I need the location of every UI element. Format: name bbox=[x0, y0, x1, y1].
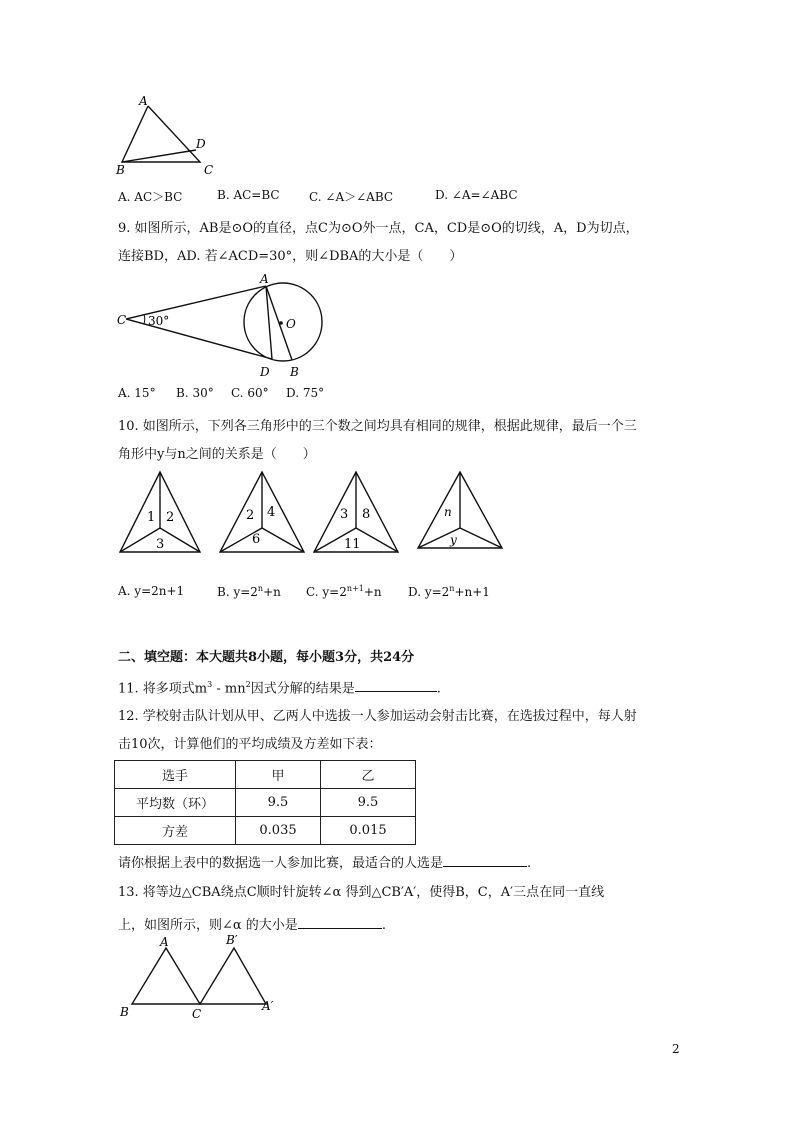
q13-answer-blank[interactable] bbox=[298, 914, 382, 929]
q10-t1-bottom: 3 bbox=[156, 537, 165, 552]
q11-mid: - mn bbox=[212, 681, 246, 697]
q13-line2-text: 上，如图所示，则∠α 的大小是 bbox=[118, 918, 298, 933]
q13-end: . bbox=[381, 918, 386, 933]
table-cell: 0.015 bbox=[321, 817, 416, 845]
q10-option-b-sup: n bbox=[257, 584, 264, 593]
q9-question-line2: 连接BD，AD. 若∠ACD=30°，则∠DBA的大小是（ ） bbox=[118, 249, 463, 264]
q10-option-d bbox=[408, 584, 490, 599]
q9-circle-o bbox=[244, 283, 322, 361]
q13-label-a: A bbox=[160, 935, 169, 949]
q10-triangle-1 bbox=[120, 472, 200, 552]
section-2-title: 二、填空题：本大题共8小题，每小题3分，共24分 bbox=[118, 650, 415, 665]
table-cell: 9.5 bbox=[236, 789, 321, 817]
q9-question-line1: 9. 如图所示，AB是⊙O的直径，点C为⊙O外一点，CA，CD是⊙O的切线，A，D为切点， bbox=[118, 221, 639, 236]
q9-option-a: A. 15° bbox=[118, 386, 156, 400]
q11-post: 因式分解的结果是 bbox=[250, 681, 355, 697]
q9-option-c: C. 60° bbox=[231, 386, 269, 400]
q10-t3-bottom: 11 bbox=[344, 537, 361, 552]
q10-t2-left: 2 bbox=[246, 508, 255, 523]
q10-option-d-sup: n bbox=[449, 584, 455, 593]
q13-question-line1: 13. 将等边△CBA绕点C顺时针旋转∠α 得到△CB′A′，使得B，C，A′三点在同一直线 bbox=[118, 885, 605, 900]
q13-label-ap: A′ bbox=[262, 999, 274, 1013]
q10-option-d-text: D. y=2 bbox=[408, 585, 450, 599]
q8-option-c: C. ∠A＞∠ABC bbox=[309, 190, 394, 204]
q12-end: . bbox=[527, 856, 532, 871]
q10-t4-right: n bbox=[444, 505, 452, 519]
q13-label-bp: B′ bbox=[226, 933, 238, 947]
q12-stats-table bbox=[114, 760, 416, 845]
q10-t2-bottom: 6 bbox=[252, 532, 261, 547]
q9-option-b: B. 30° bbox=[176, 386, 214, 400]
q11-pre: 11. 将多项式m bbox=[118, 681, 208, 697]
q10-option-c-rest: +n bbox=[363, 585, 382, 599]
q8-label-b: B bbox=[116, 163, 125, 177]
q13-label-b: B bbox=[120, 1005, 129, 1019]
q10-t4-bottom: y bbox=[450, 533, 457, 547]
table-header-cell: 乙 bbox=[321, 761, 416, 789]
q10-question-line1: 10. 如图所示，下列各三角形中的三个数之间均具有相同的规律，根据此规律，最后一个三 bbox=[118, 419, 637, 434]
table-row bbox=[115, 789, 416, 817]
q9-label-a: A bbox=[260, 272, 269, 286]
q11-sup1: 3 bbox=[207, 680, 213, 689]
q9-label-angle: 30° bbox=[148, 314, 170, 328]
q8-label-c: C bbox=[204, 163, 214, 177]
q10-option-b bbox=[217, 584, 281, 599]
q10-triangles-figure bbox=[114, 468, 508, 558]
q12-question-line1: 12. 学校射击队计划从甲、乙两人中选拔一人参加运动会射击比赛，在选拔过程中，每人射 bbox=[118, 709, 637, 724]
q11-end: . bbox=[436, 681, 441, 697]
q10-t2-right: 4 bbox=[267, 505, 276, 520]
table-cell: 9.5 bbox=[321, 789, 416, 817]
q13-label-c: C bbox=[192, 1007, 202, 1021]
q12-question-line2: 击10次，计算他们的平均成绩及方差如下表： bbox=[118, 737, 382, 752]
q12-line3-text: 请你根据上表中的数据选一人参加比赛，最适合的人选是 bbox=[118, 856, 444, 871]
q10-option-a-text: A. y=2n+1 bbox=[118, 584, 185, 598]
q10-option-b-text: B. y=2 bbox=[217, 585, 258, 599]
q10-triangle-4 bbox=[418, 472, 502, 548]
q10-option-a bbox=[118, 584, 184, 598]
q8-option-b: B. AC=BC bbox=[217, 188, 280, 202]
page-number: 2 bbox=[672, 1042, 680, 1056]
q9-chord-ad bbox=[266, 286, 272, 359]
q13-triangle-cba bbox=[132, 948, 200, 1004]
table-cell: 方差 bbox=[115, 817, 236, 845]
table-header-row bbox=[115, 761, 416, 789]
q9-label-b: B bbox=[290, 365, 299, 379]
q10-option-b-rest: +n bbox=[263, 585, 281, 599]
q9-label-d: D bbox=[260, 365, 270, 379]
q10-option-c-text: C. y=2 bbox=[306, 585, 347, 599]
q11-question bbox=[118, 676, 441, 698]
q12-answer-blank[interactable] bbox=[443, 852, 527, 867]
q8-segment-bd bbox=[122, 150, 196, 162]
q10-triangle-2 bbox=[220, 472, 304, 552]
q11-sup2: 2 bbox=[245, 680, 251, 689]
q10-t1-left: 1 bbox=[147, 510, 156, 525]
table-cell: 0.035 bbox=[236, 817, 321, 845]
q13-rotation-figure bbox=[114, 932, 280, 1022]
q9-center-dot bbox=[279, 321, 283, 325]
q8-label-d: D bbox=[196, 137, 206, 151]
table-header-cell: 选手 bbox=[115, 761, 236, 789]
q9-label-c: C bbox=[117, 313, 127, 327]
table-row bbox=[115, 817, 416, 845]
q8-option-d: D. ∠A=∠ABC bbox=[435, 188, 518, 202]
q10-option-c-sup: n+1 bbox=[346, 584, 364, 593]
q9-option-d: D. 75° bbox=[286, 386, 325, 400]
q10-t3-right: 8 bbox=[362, 507, 371, 522]
q12-question-line3 bbox=[118, 852, 531, 873]
q8-label-a: A bbox=[139, 94, 148, 108]
q10-option-d-rest: +n+1 bbox=[454, 585, 490, 599]
q9-circle-figure bbox=[114, 270, 336, 380]
q10-question-line2: 角形中y与n之间的关系是（ ） bbox=[118, 447, 316, 462]
q10-triangle-3 bbox=[314, 472, 398, 552]
q13-triangle-cbpap bbox=[200, 948, 266, 1004]
q11-answer-blank[interactable] bbox=[355, 677, 437, 692]
q10-t1-right: 2 bbox=[166, 510, 175, 525]
q9-angle-arc bbox=[144, 314, 145, 324]
table-cell: 平均数（环） bbox=[115, 789, 236, 817]
table-header-cell: 甲 bbox=[236, 761, 321, 789]
q9-label-o: O bbox=[286, 317, 296, 331]
q8-triangle-figure bbox=[112, 92, 224, 178]
q10-option-c bbox=[306, 584, 382, 599]
q8-triangle-outline bbox=[122, 106, 200, 162]
q10-t3-left: 3 bbox=[340, 507, 349, 522]
q8-option-a: A. AC＞BC bbox=[118, 190, 183, 204]
